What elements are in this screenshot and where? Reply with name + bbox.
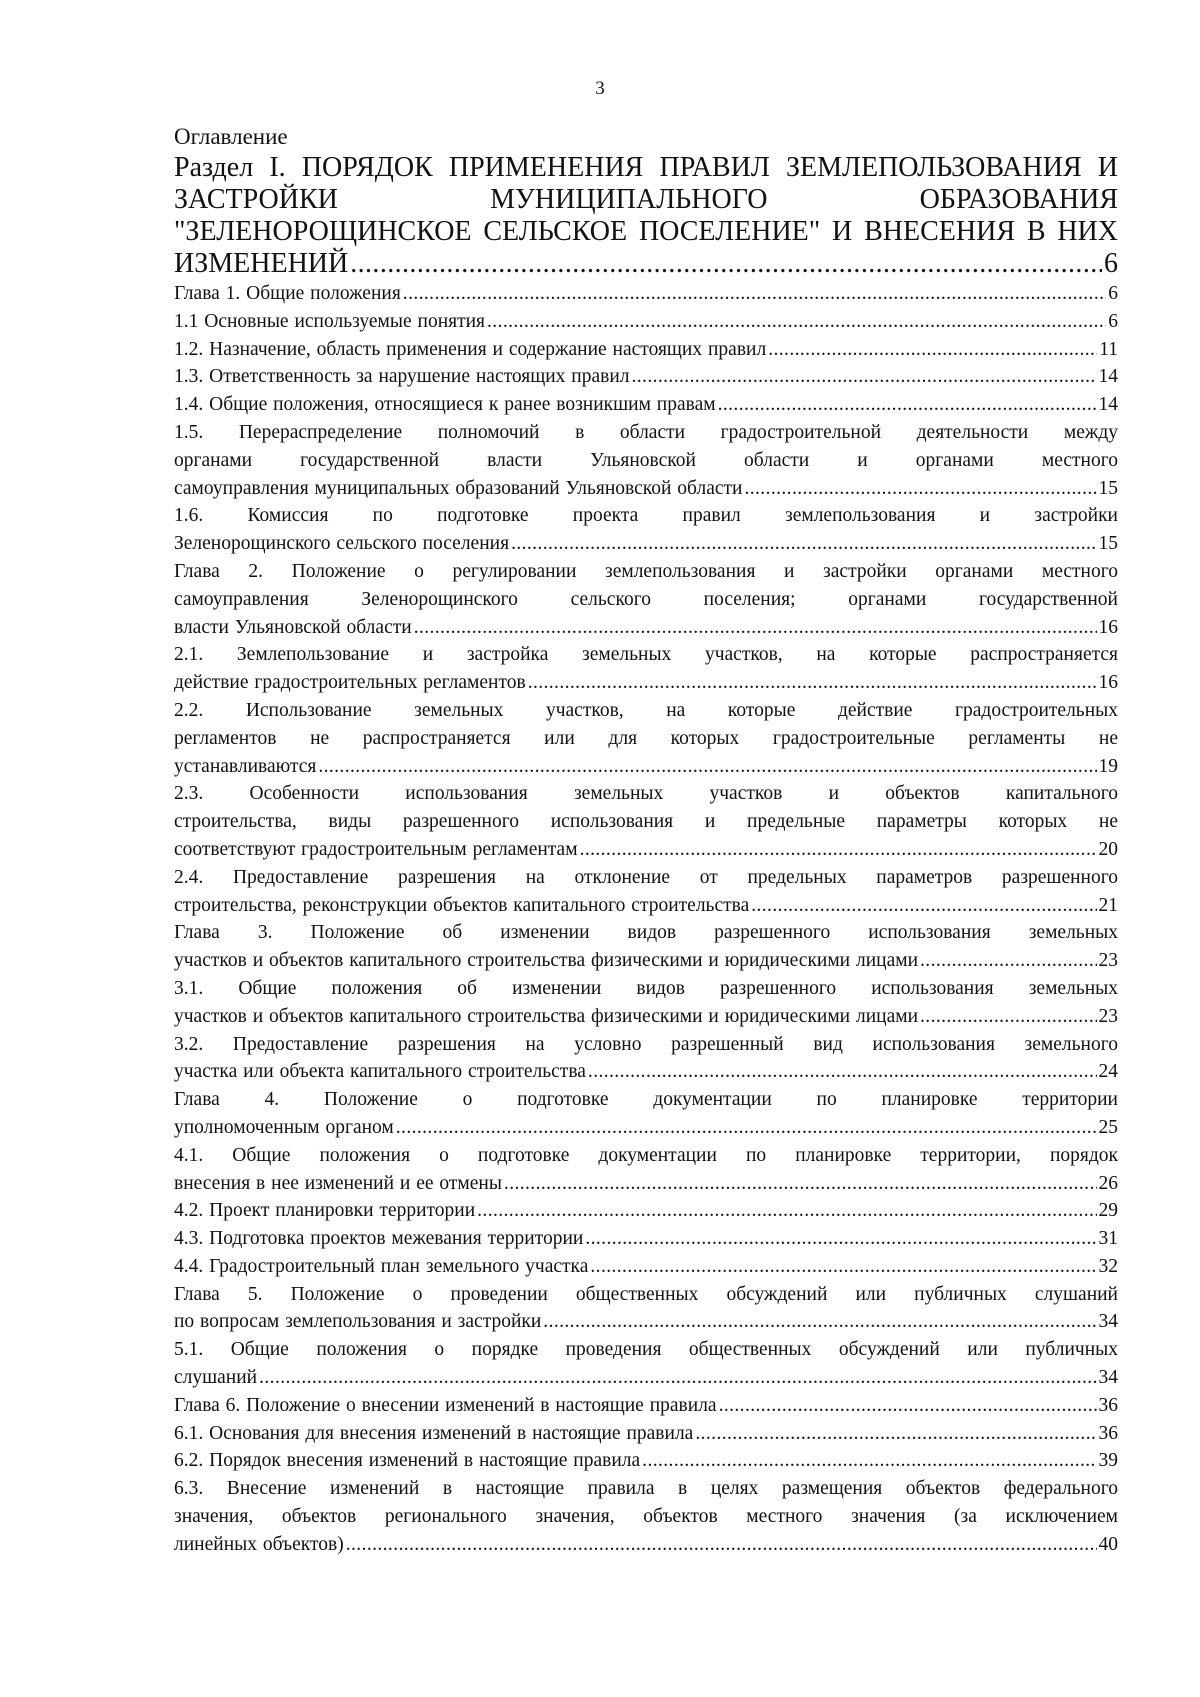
toc-entry-last-line <box>174 836 1118 864</box>
toc-page-number: 6 <box>1104 248 1118 279</box>
toc-entry-line: значения, объектов регионального значения, объектов местного значения (за исключением <box>174 1506 1118 1528</box>
toc-entry[interactable] <box>174 1031 1118 1087</box>
dot-leader <box>528 669 1097 697</box>
dot-leader <box>744 475 1096 503</box>
toc-entry-text: самоуправления муниципальных образований Ульяновской области <box>174 477 743 499</box>
dot-leader <box>751 892 1096 920</box>
toc-entry-last-line <box>174 1003 1118 1031</box>
toc-entry-text: внесения в нее изменений и ее отмены <box>174 1172 502 1194</box>
toc-entry-last-line <box>174 1225 1118 1253</box>
toc-entry-text: действие градостроительных регламентов <box>174 672 526 694</box>
dot-leader <box>259 1364 1096 1392</box>
toc-page-number: 26 <box>1098 1172 1118 1194</box>
toc-page-number: 21 <box>1098 894 1118 916</box>
toc-entry-line: 5.1. Общие положения о порядке проведения общественных обсуждений или публичных <box>174 1339 1118 1361</box>
dot-leader <box>642 1447 1096 1475</box>
toc-page-number: 23 <box>1098 950 1118 972</box>
toc-entry-last-line <box>174 947 1118 975</box>
toc-entry-last-line <box>174 475 1118 503</box>
toc-entry[interactable] <box>174 1086 1118 1142</box>
dot-leader <box>543 1308 1096 1336</box>
toc-entry-text: 4.2. Проект планировки территории <box>174 1200 476 1222</box>
toc-entry-last-line <box>174 280 1118 308</box>
dot-leader <box>414 614 1097 642</box>
toc-entry-text: Глава 6. Положение о внесении изменений в настоящие правила <box>174 1394 717 1416</box>
toc-entry-line: 2.4. Предоставление разрешения на отклонение от предельных параметров разрешенного <box>174 866 1118 888</box>
toc-entry-text: 6.1. Основания для внесения изменений в настоящие правила <box>174 1422 694 1444</box>
dot-leader <box>920 947 1096 975</box>
toc-entry[interactable] <box>174 1197 1118 1225</box>
toc-entry-last-line <box>174 753 1118 781</box>
dot-leader <box>350 248 1102 280</box>
toc-entry-text: 4.4. Градостроительный план земельного участка <box>174 1255 589 1277</box>
toc-entry-last-line <box>174 363 1118 391</box>
toc-entry-line: 2.2. Использование земельных участков, на которые действие градостроительных <box>174 699 1118 721</box>
toc-entry-last-line <box>174 1447 1118 1475</box>
toc-entries <box>174 280 1118 1559</box>
toc-entry[interactable] <box>174 558 1118 641</box>
toc-entry-text: ИЗМЕНЕНИЙ <box>174 248 349 279</box>
toc-entry[interactable] <box>174 1225 1118 1253</box>
toc-entry-line: "ЗЕЛЕНОРОЩИНСКОЕ СЕЛЬСКОЕ ПОСЕЛЕНИЕ" И ВНЕСЕНИЯ В НИХ <box>174 216 1118 247</box>
dot-leader <box>585 1225 1096 1253</box>
dot-leader <box>504 1170 1097 1198</box>
toc-page-number: 34 <box>1098 1311 1118 1333</box>
toc-entry-text: 6.2. Порядок внесения изменений в настоящие правила <box>174 1450 641 1472</box>
toc-entry-last-line <box>174 530 1118 558</box>
dot-leader <box>920 1003 1096 1031</box>
toc-entry[interactable] <box>174 363 1118 391</box>
toc-entry-last-line <box>174 1364 1118 1392</box>
toc-page-number: 14 <box>1098 366 1118 388</box>
toc-entry-last-line <box>174 1114 1118 1142</box>
dot-leader <box>632 363 1097 391</box>
toc-page-number: 40 <box>1098 1533 1118 1555</box>
dot-leader <box>719 1392 1097 1420</box>
toc-entry-line: 4.1. Общие положения о подготовке документации по планировке территории, порядок <box>174 1144 1118 1166</box>
toc-page-number: 34 <box>1098 1367 1118 1389</box>
dot-leader <box>718 391 1097 419</box>
toc-entry-last-line <box>174 248 1118 280</box>
toc-entry-line: Глава 4. Положение о подготовке документации по планировке территории <box>174 1089 1118 1111</box>
toc-page-number: 15 <box>1098 477 1118 499</box>
toc-entry[interactable] <box>174 864 1118 920</box>
toc-entry-line: строительства, виды разрешенного использования и предельные параметры которых не <box>174 811 1118 833</box>
dot-leader <box>588 1058 1097 1086</box>
toc-page-number: 20 <box>1098 838 1118 860</box>
toc-entry-line: 3.1. Общие положения об изменении видов разрешенного использования земельных <box>174 977 1118 999</box>
dot-leader <box>403 280 1106 308</box>
toc-entry-line: Глава 2. Положение о регулировании землепользования и застройки органами местного <box>174 560 1118 582</box>
toc-entry[interactable] <box>174 1420 1118 1448</box>
toc-entry-last-line <box>174 1170 1118 1198</box>
toc-entry-last-line <box>174 1253 1118 1281</box>
toc-entry[interactable] <box>174 1281 1118 1337</box>
toc-section-entry[interactable] <box>174 152 1118 280</box>
toc-entry[interactable] <box>174 1336 1118 1392</box>
toc-page-number: 16 <box>1098 672 1118 694</box>
toc-entry-line: органами государственной власти Ульяновской области и органами местного <box>174 449 1118 471</box>
toc-page-number: 25 <box>1098 1116 1118 1138</box>
toc-entry-line: 2.3. Особенности использования земельных участков и объектов капитального <box>174 783 1118 805</box>
toc-entry[interactable] <box>174 1475 1118 1558</box>
toc-entry-text: 1.3. Ответственность за нарушение настоящих правил <box>174 366 630 388</box>
toc-entry-line: регламентов не распространяется или для которых градостроительные регламенты не <box>174 727 1118 749</box>
toc-entry[interactable] <box>174 919 1118 975</box>
dot-leader <box>695 1420 1096 1448</box>
toc-entry-text: участков и объектов капитального строительства физическими и юридическими лицами <box>174 1005 919 1027</box>
toc-entry-line: 6.3. Внесение изменений в настоящие правила в целях размещения объектов федерального <box>174 1478 1118 1500</box>
toc-entry-text: строительства, реконструкции объектов капитального строительства <box>174 894 750 916</box>
dot-leader <box>580 836 1097 864</box>
toc-entry-text: Зеленорощинского сельского поселения <box>174 533 510 555</box>
toc-page-number: 6 <box>1108 310 1118 332</box>
toc-entry[interactable] <box>174 780 1118 863</box>
toc-entry-line: 2.1. Землепользование и застройка земельных участков, на которые распространяется <box>174 644 1118 666</box>
toc-entry-last-line <box>174 1308 1118 1336</box>
toc-entry-line: Раздел I. ПОРЯДОК ПРИМЕНЕНИЯ ПРАВИЛ ЗЕМЛЕПОЛЬЗОВАНИЯ И <box>174 152 1118 183</box>
toc-entry-text: власти Ульяновской области <box>174 616 412 638</box>
toc-entry-last-line <box>174 308 1118 336</box>
dot-leader <box>396 1114 1097 1142</box>
dot-leader <box>477 1197 1096 1225</box>
toc-entry-last-line <box>174 391 1118 419</box>
toc-entry-text: участка или объекта капитального строительства <box>174 1061 586 1083</box>
toc-page-number: 36 <box>1098 1422 1118 1444</box>
toc-entry[interactable] <box>174 1142 1118 1198</box>
toc-entry-text: 1.2. Назначение, область применения и содержание настоящих правил <box>174 338 767 360</box>
toc-entry-last-line <box>174 1420 1118 1448</box>
toc-entry-text: Глава 1. Общие положения <box>174 283 401 304</box>
toc-page-number: 31 <box>1098 1228 1118 1250</box>
toc-entry[interactable] <box>174 391 1118 419</box>
toc-page-number: 24 <box>1098 1061 1118 1083</box>
toc-entry-text: слушаний <box>174 1367 258 1389</box>
toc-entry-last-line <box>174 336 1118 364</box>
toc-page-number: 32 <box>1098 1255 1118 1277</box>
toc-entry[interactable] <box>174 419 1118 502</box>
dot-leader <box>346 1531 1097 1559</box>
toc-entry-line: Глава 5. Положение о проведении общественных обсуждений или публичных слушаний <box>174 1283 1118 1305</box>
toc-entry[interactable] <box>174 1392 1118 1420</box>
toc-page-number: 14 <box>1098 394 1118 416</box>
toc-entry-line: Глава 3. Положение об изменении видов разрешенного использования земельных <box>174 922 1118 944</box>
toc-page-number: 39 <box>1098 1450 1118 1472</box>
toc-entry-last-line <box>174 1392 1118 1420</box>
toc-entry[interactable] <box>174 697 1118 780</box>
toc-entry-line: 3.2. Предоставление разрешения на условно разрешенный вид использования земельного <box>174 1033 1118 1055</box>
dot-leader <box>768 336 1097 364</box>
toc-entry-line: 1.5. Перераспределение полномочий в области градостроительной деятельности между <box>174 421 1118 443</box>
toc-entry-text: участков и объектов капитального строительства физическими и юридическими лицами <box>174 950 919 972</box>
toc-entry-text: соответствуют градостроительным регламентам <box>174 838 578 860</box>
toc-entry[interactable] <box>174 1253 1118 1281</box>
toc-entry-last-line <box>174 892 1118 920</box>
toc-entry[interactable] <box>174 502 1118 558</box>
toc-entry-last-line <box>174 1531 1118 1559</box>
toc-page-number: 36 <box>1098 1394 1118 1416</box>
toc-page-number: 23 <box>1098 1005 1118 1027</box>
dot-leader <box>487 308 1106 336</box>
toc-entry[interactable] <box>174 641 1118 697</box>
toc-entry[interactable] <box>174 280 1118 308</box>
toc-entry-last-line <box>174 614 1118 642</box>
toc-entry-text: 1.4. Общие положения, относящиеся к ранее возникшим правам <box>174 394 716 416</box>
toc-entry-text: устанавливаются <box>174 755 317 777</box>
toc-entry-last-line <box>174 1058 1118 1086</box>
toc-page-number: 16 <box>1098 616 1118 638</box>
toc-entry[interactable] <box>174 336 1118 364</box>
toc-page-number: 29 <box>1098 1200 1118 1222</box>
toc-entry[interactable] <box>174 308 1118 336</box>
toc-entry-last-line <box>174 1197 1118 1225</box>
toc-page-number: 15 <box>1098 533 1118 555</box>
toc-title: Оглавление <box>174 124 288 149</box>
toc-entry-text: уполномоченным органом <box>174 1116 394 1138</box>
toc-page-number: 19 <box>1098 755 1118 777</box>
toc-entry-text: 1.1 Основные используемые понятия <box>174 310 486 332</box>
toc-entry-line: самоуправления Зеленорощинского сельского поселения; органами государственной <box>174 588 1118 610</box>
toc-entry[interactable] <box>174 1447 1118 1475</box>
toc-entry-line: ЗАСТРОЙКИ МУНИЦИПАЛЬНОГО ОБРАЗОВАНИЯ <box>174 184 1118 215</box>
toc-entry[interactable] <box>174 975 1118 1031</box>
toc-page-number: 11 <box>1099 338 1118 360</box>
toc-page-number: 6 <box>1108 283 1118 304</box>
toc-entry-text: линейных объектов) <box>174 1533 344 1555</box>
toc-entry-text: по вопросам землепользования и застройки <box>174 1311 542 1333</box>
table-of-contents <box>174 122 1118 1559</box>
page-number: 3 <box>595 78 605 99</box>
dot-leader <box>590 1253 1096 1281</box>
toc-entry-text: 4.3. Подготовка проектов межевания территории <box>174 1228 584 1250</box>
dot-leader <box>511 530 1096 558</box>
dot-leader <box>318 753 1096 781</box>
toc-entry-last-line <box>174 669 1118 697</box>
toc-entry-line: 1.6. Комиссия по подготовке проекта правил землепользования и застройки <box>174 505 1118 527</box>
